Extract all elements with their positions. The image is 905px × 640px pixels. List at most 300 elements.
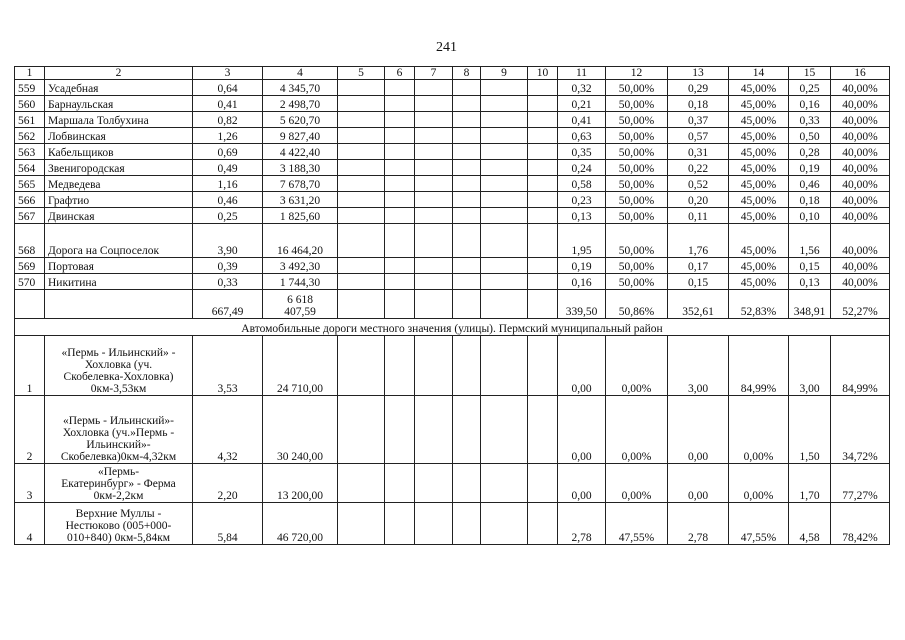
- empty-cell: [453, 208, 481, 224]
- table-cell: 0,00%: [729, 396, 789, 464]
- empty-cell: [481, 80, 528, 96]
- empty-cell: [481, 192, 528, 208]
- row-number: 569: [15, 258, 45, 274]
- empty-cell: [415, 224, 453, 258]
- table-cell: 5,84: [193, 503, 263, 545]
- table-cell: 40,00%: [831, 208, 890, 224]
- road-name: «Пермь - Ильинский» - Хохловка (уч. Скобелевка-Хохловка) 0км-3,53км: [45, 336, 193, 396]
- empty-cell: [481, 96, 528, 112]
- empty-cell: [453, 96, 481, 112]
- table-cell: 0,19: [558, 258, 606, 274]
- table-cell: 50,00%: [606, 208, 668, 224]
- empty-cell: [481, 503, 528, 545]
- empty-cell: [415, 192, 453, 208]
- table-row: [15, 336, 890, 396]
- table-cell: 78,42%: [831, 503, 890, 545]
- table-cell: 1,95: [558, 224, 606, 258]
- table-row: [15, 128, 890, 144]
- empty-cell: [528, 274, 558, 290]
- empty-cell: [415, 112, 453, 128]
- table-cell: 0,00%: [606, 464, 668, 503]
- table-cell: 4,58: [789, 503, 831, 545]
- table-row: [15, 96, 890, 112]
- empty-cell: [453, 176, 481, 192]
- empty-cell: [415, 503, 453, 545]
- table-cell: 50,00%: [606, 258, 668, 274]
- table-cell: 40,00%: [831, 144, 890, 160]
- empty-cell: [528, 176, 558, 192]
- empty-cell: [481, 274, 528, 290]
- empty-cell: [338, 176, 385, 192]
- empty-cell: [528, 290, 558, 319]
- table-cell: 0,50: [789, 128, 831, 144]
- empty-cell: [453, 160, 481, 176]
- row-number: 4: [15, 503, 45, 545]
- street-name: Лобвинская: [45, 128, 193, 144]
- empty-cell: [338, 274, 385, 290]
- table-cell: 1,56: [789, 224, 831, 258]
- row-number: 561: [15, 112, 45, 128]
- table-cell: 0,57: [668, 128, 729, 144]
- total-cell: 52,27%: [831, 290, 890, 319]
- empty-cell: [453, 224, 481, 258]
- empty-cell: [385, 112, 415, 128]
- table-cell: 84,99%: [729, 336, 789, 396]
- empty-cell: [481, 258, 528, 274]
- table-cell: 45,00%: [729, 258, 789, 274]
- table-cell: 0,25: [789, 80, 831, 96]
- table-cell: 50,00%: [606, 128, 668, 144]
- table-cell: 0,39: [193, 258, 263, 274]
- street-name: Звенигородская: [45, 160, 193, 176]
- street-name: Дорога на Соцпоселок: [45, 224, 193, 258]
- empty-cell: [338, 144, 385, 160]
- street-name: Усадебная: [45, 80, 193, 96]
- table-cell: 0,18: [668, 96, 729, 112]
- table-cell: 0,00: [668, 396, 729, 464]
- empty-cell: [338, 258, 385, 274]
- empty-cell: [338, 96, 385, 112]
- empty-cell: [415, 258, 453, 274]
- table-cell: 0,63: [558, 128, 606, 144]
- table-cell: 0,15: [668, 274, 729, 290]
- table-cell: 40,00%: [831, 160, 890, 176]
- empty-cell: [385, 274, 415, 290]
- table-cell: 2 498,70: [263, 96, 338, 112]
- table-cell: 0,00: [668, 464, 729, 503]
- empty-cell: [481, 224, 528, 258]
- empty-cell: [415, 144, 453, 160]
- table-cell: 46 720,00: [263, 503, 338, 545]
- empty-cell: [338, 160, 385, 176]
- empty-cell: [528, 464, 558, 503]
- empty-cell: [528, 160, 558, 176]
- table-cell: 4 422,40: [263, 144, 338, 160]
- table-cell: 50,00%: [606, 80, 668, 96]
- column-number-header: 14: [729, 67, 789, 80]
- section-title: Автомобильные дороги местного значения (улицы). Пермский муниципальный район: [15, 319, 890, 336]
- table-cell: 0,32: [558, 80, 606, 96]
- empty-cell: [528, 208, 558, 224]
- table-row: [15, 503, 890, 545]
- table-cell: 0,35: [558, 144, 606, 160]
- row-number: 566: [15, 192, 45, 208]
- table-cell: 0,16: [558, 274, 606, 290]
- total-cell: 339,50: [558, 290, 606, 319]
- empty-cell: [453, 128, 481, 144]
- table-cell: 0,00%: [606, 336, 668, 396]
- table-cell: 0,41: [558, 112, 606, 128]
- empty-cell: [528, 258, 558, 274]
- empty-cell: [385, 144, 415, 160]
- table-cell: 0,15: [789, 258, 831, 274]
- empty-cell: [528, 503, 558, 545]
- table-cell: 0,29: [668, 80, 729, 96]
- table-cell: 3 631,20: [263, 192, 338, 208]
- street-name: Кабельщиков: [45, 144, 193, 160]
- table-cell: 47,55%: [606, 503, 668, 545]
- road-name: «Пермь- Екатеринбург» - Ферма 0км-2,2км: [45, 464, 193, 503]
- table-cell: 0,00: [558, 336, 606, 396]
- column-number-header: 16: [831, 67, 890, 80]
- empty-cell: [528, 144, 558, 160]
- table-cell: 13 200,00: [263, 464, 338, 503]
- table-cell: 0,13: [558, 208, 606, 224]
- empty-cell: [338, 464, 385, 503]
- empty-cell: [338, 192, 385, 208]
- empty-cell: [415, 274, 453, 290]
- table-row: [15, 80, 890, 96]
- table-cell: 50,00%: [606, 192, 668, 208]
- table-cell: 0,31: [668, 144, 729, 160]
- table-cell: 0,25: [193, 208, 263, 224]
- table-row: [15, 144, 890, 160]
- empty-cell: [481, 144, 528, 160]
- empty-cell: [415, 160, 453, 176]
- table-row: [15, 258, 890, 274]
- empty-cell: [453, 258, 481, 274]
- empty-cell: [385, 192, 415, 208]
- table-cell: 0,10: [789, 208, 831, 224]
- table-cell: 0,18: [789, 192, 831, 208]
- empty-cell: [338, 128, 385, 144]
- empty-cell: [338, 208, 385, 224]
- table-cell: 0,64: [193, 80, 263, 96]
- table-cell: 40,00%: [831, 192, 890, 208]
- table-cell: 5 620,70: [263, 112, 338, 128]
- empty-cell: [15, 290, 45, 319]
- empty-cell: [385, 464, 415, 503]
- row-number: 567: [15, 208, 45, 224]
- total-cell: 667,49: [193, 290, 263, 319]
- row-number: 3: [15, 464, 45, 503]
- table-cell: 2,20: [193, 464, 263, 503]
- empty-cell: [338, 224, 385, 258]
- row-number: 565: [15, 176, 45, 192]
- street-name: Маршала Толбухина: [45, 112, 193, 128]
- table-cell: 1,16: [193, 176, 263, 192]
- empty-cell: [481, 160, 528, 176]
- empty-cell: [528, 80, 558, 96]
- table-cell: 84,99%: [831, 336, 890, 396]
- table-cell: 50,00%: [606, 160, 668, 176]
- empty-cell: [385, 503, 415, 545]
- table-cell: 50,00%: [606, 176, 668, 192]
- table-cell: 2,78: [668, 503, 729, 545]
- empty-cell: [338, 112, 385, 128]
- empty-cell: [415, 464, 453, 503]
- column-number-header: 10: [528, 67, 558, 80]
- table-cell: 40,00%: [831, 128, 890, 144]
- empty-cell: [385, 128, 415, 144]
- total-cell: 52,83%: [729, 290, 789, 319]
- table-cell: 45,00%: [729, 144, 789, 160]
- empty-cell: [385, 224, 415, 258]
- table-cell: 3 492,30: [263, 258, 338, 274]
- empty-cell: [385, 290, 415, 319]
- section-row: [15, 319, 890, 336]
- street-name: Никитина: [45, 274, 193, 290]
- empty-cell: [481, 128, 528, 144]
- empty-cell: [385, 176, 415, 192]
- table-cell: 0,37: [668, 112, 729, 128]
- total-cell: 50,86%: [606, 290, 668, 319]
- table-cell: 0,46: [193, 192, 263, 208]
- table-cell: 0,46: [789, 176, 831, 192]
- table-row: [15, 464, 890, 503]
- row-number: 2: [15, 396, 45, 464]
- table-cell: 1 825,60: [263, 208, 338, 224]
- table-cell: 2,78: [558, 503, 606, 545]
- table-cell: 0,11: [668, 208, 729, 224]
- table-cell: 9 827,40: [263, 128, 338, 144]
- empty-cell: [415, 80, 453, 96]
- table-cell: 0,28: [789, 144, 831, 160]
- road-name: Верхние Муллы - Нестюково (005+000- 010+840) 0км-5,84км: [45, 503, 193, 545]
- table-cell: 4,32: [193, 396, 263, 464]
- table-cell: 0,41: [193, 96, 263, 112]
- column-number-header: 15: [789, 67, 831, 80]
- column-number-header: 8: [453, 67, 481, 80]
- empty-cell: [338, 336, 385, 396]
- column-number-header: 11: [558, 67, 606, 80]
- column-number-header: 13: [668, 67, 729, 80]
- table-cell: 0,17: [668, 258, 729, 274]
- column-number-row: [15, 67, 890, 80]
- table-cell: 50,00%: [606, 224, 668, 258]
- empty-cell: [528, 396, 558, 464]
- row-number: 1: [15, 336, 45, 396]
- table-cell: 3,00: [668, 336, 729, 396]
- street-name: Барнаульская: [45, 96, 193, 112]
- empty-cell: [528, 112, 558, 128]
- column-number-header: 7: [415, 67, 453, 80]
- empty-cell: [385, 208, 415, 224]
- empty-cell: [528, 224, 558, 258]
- row-number: 568: [15, 224, 45, 258]
- empty-cell: [453, 144, 481, 160]
- empty-cell: [528, 336, 558, 396]
- empty-cell: [385, 80, 415, 96]
- table-cell: 40,00%: [831, 112, 890, 128]
- empty-cell: [385, 258, 415, 274]
- table-cell: 3 188,30: [263, 160, 338, 176]
- empty-cell: [385, 96, 415, 112]
- table-cell: 50,00%: [606, 274, 668, 290]
- empty-cell: [481, 396, 528, 464]
- table-row: [15, 274, 890, 290]
- empty-cell: [453, 192, 481, 208]
- row-number: 559: [15, 80, 45, 96]
- table-cell: 45,00%: [729, 224, 789, 258]
- empty-cell: [415, 128, 453, 144]
- table-cell: 40,00%: [831, 80, 890, 96]
- table-cell: 45,00%: [729, 80, 789, 96]
- empty-cell: [415, 176, 453, 192]
- table-cell: 45,00%: [729, 128, 789, 144]
- table-cell: 1,26: [193, 128, 263, 144]
- data-table: [14, 66, 890, 545]
- table-cell: 24 710,00: [263, 336, 338, 396]
- table-cell: 1,50: [789, 396, 831, 464]
- table-cell: 0,16: [789, 96, 831, 112]
- empty-cell: [453, 274, 481, 290]
- table-cell: 0,24: [558, 160, 606, 176]
- row-number: 570: [15, 274, 45, 290]
- column-number-header: 12: [606, 67, 668, 80]
- table-cell: 0,00: [558, 464, 606, 503]
- column-number-header: 4: [263, 67, 338, 80]
- total-cell: 6 618 407,59: [263, 290, 338, 319]
- row-number: 562: [15, 128, 45, 144]
- table-row: [15, 160, 890, 176]
- row-number: 564: [15, 160, 45, 176]
- table-cell: 45,00%: [729, 176, 789, 192]
- table-cell: 30 240,00: [263, 396, 338, 464]
- table-cell: 0,00%: [606, 396, 668, 464]
- total-cell: 352,61: [668, 290, 729, 319]
- column-number-header: 6: [385, 67, 415, 80]
- empty-cell: [415, 336, 453, 396]
- empty-cell: [453, 336, 481, 396]
- empty-cell: [481, 112, 528, 128]
- table-row: [15, 396, 890, 464]
- table-cell: 40,00%: [831, 176, 890, 192]
- street-name: Медведева: [45, 176, 193, 192]
- row-number: 563: [15, 144, 45, 160]
- table-cell: 34,72%: [831, 396, 890, 464]
- table-cell: 45,00%: [729, 192, 789, 208]
- empty-cell: [385, 396, 415, 464]
- table-cell: 0,00%: [729, 464, 789, 503]
- empty-cell: [453, 464, 481, 503]
- empty-cell: [481, 336, 528, 396]
- table-cell: 45,00%: [729, 160, 789, 176]
- table-cell: 40,00%: [831, 96, 890, 112]
- table-cell: 50,00%: [606, 144, 668, 160]
- empty-cell: [481, 208, 528, 224]
- empty-cell: [338, 503, 385, 545]
- table-cell: 1,70: [789, 464, 831, 503]
- table-cell: 45,00%: [729, 208, 789, 224]
- empty-cell: [338, 80, 385, 96]
- table-cell: 0,19: [789, 160, 831, 176]
- table-row: [15, 224, 890, 258]
- row-number: 560: [15, 96, 45, 112]
- table-cell: 0,58: [558, 176, 606, 192]
- table-cell: 0,23: [558, 192, 606, 208]
- table-row: [15, 176, 890, 192]
- table-cell: 0,00: [558, 396, 606, 464]
- empty-cell: [453, 112, 481, 128]
- table-cell: 16 464,20: [263, 224, 338, 258]
- table-cell: 0,20: [668, 192, 729, 208]
- table-cell: 0,33: [789, 112, 831, 128]
- table-cell: 50,00%: [606, 112, 668, 128]
- table-row: [15, 192, 890, 208]
- table-cell: 40,00%: [831, 224, 890, 258]
- table-cell: 47,55%: [729, 503, 789, 545]
- empty-cell: [528, 192, 558, 208]
- empty-cell: [338, 290, 385, 319]
- table-cell: 40,00%: [831, 274, 890, 290]
- table-cell: 0,82: [193, 112, 263, 128]
- street-name: Двинская: [45, 208, 193, 224]
- empty-cell: [528, 128, 558, 144]
- empty-cell: [453, 503, 481, 545]
- empty-cell: [528, 96, 558, 112]
- column-number-header: 9: [481, 67, 528, 80]
- empty-cell: [481, 176, 528, 192]
- table-cell: 0,69: [193, 144, 263, 160]
- table-cell: 0,33: [193, 274, 263, 290]
- table-cell: 3,53: [193, 336, 263, 396]
- table-cell: 40,00%: [831, 258, 890, 274]
- table-cell: 50,00%: [606, 96, 668, 112]
- table-cell: 7 678,70: [263, 176, 338, 192]
- empty-cell: [385, 336, 415, 396]
- empty-cell: [453, 290, 481, 319]
- empty-cell: [338, 396, 385, 464]
- table-cell: 45,00%: [729, 112, 789, 128]
- table-cell: 45,00%: [729, 96, 789, 112]
- table-cell: 1,76: [668, 224, 729, 258]
- table-cell: 0,22: [668, 160, 729, 176]
- road-name: «Пермь - Ильинский»- Хохловка (уч.»Пермь - Ильинский»- Скобелевка)0км-4,32км: [45, 396, 193, 464]
- column-number-header: 1: [15, 67, 45, 80]
- empty-cell: [481, 464, 528, 503]
- page-number: 241: [436, 40, 457, 55]
- total-cell: 348,91: [789, 290, 831, 319]
- table-cell: 0,49: [193, 160, 263, 176]
- empty-cell: [45, 290, 193, 319]
- table-cell: 0,13: [789, 274, 831, 290]
- street-name: Портовая: [45, 258, 193, 274]
- table-cell: 45,00%: [729, 274, 789, 290]
- table-cell: 1 744,30: [263, 274, 338, 290]
- table-cell: 3,90: [193, 224, 263, 258]
- empty-cell: [415, 208, 453, 224]
- table-cell: 0,21: [558, 96, 606, 112]
- column-number-header: 3: [193, 67, 263, 80]
- street-name: Графтио: [45, 192, 193, 208]
- empty-cell: [415, 96, 453, 112]
- empty-cell: [453, 80, 481, 96]
- table-cell: 4 345,70: [263, 80, 338, 96]
- empty-cell: [415, 396, 453, 464]
- table-cell: 77,27%: [831, 464, 890, 503]
- column-number-header: 5: [338, 67, 385, 80]
